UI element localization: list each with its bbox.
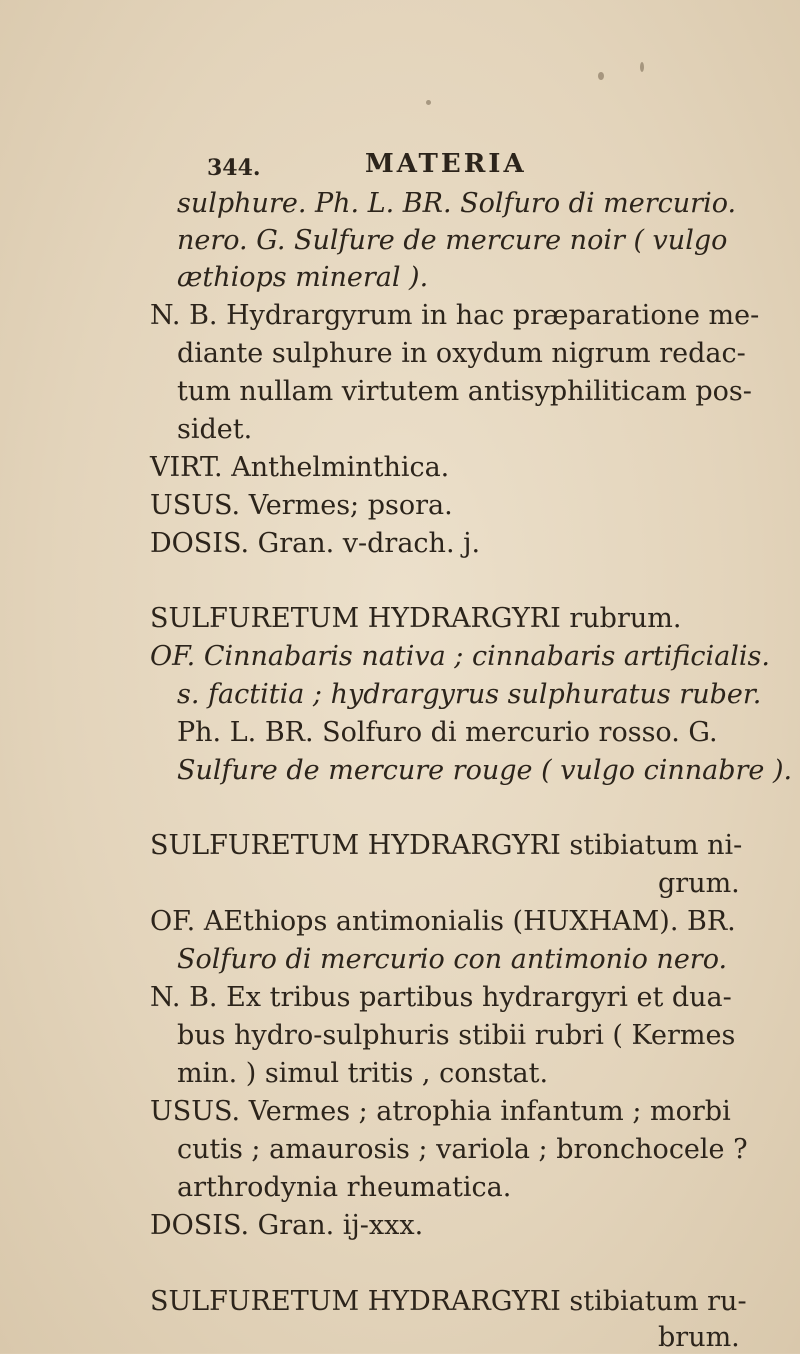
entry-heading: SULFURETUM HYDRARGYRI rubrum. bbox=[150, 603, 682, 634]
entry-heading: SULFURETUM HYDRARGYRI stibiatum ru- bbox=[150, 1286, 747, 1317]
text-line: OF. AEthiops antimonialis (HUXHAM). BR. bbox=[150, 906, 736, 937]
text-line: s. factitia ; hydrargyrus sulphuratus ruber. bbox=[177, 679, 762, 710]
text-line: sidet. bbox=[177, 414, 253, 445]
text-line: tum nullam virtutem antisyphiliticam pos- bbox=[177, 376, 752, 407]
text-line: cutis ; amaurosis ; variola ; bronchocele ? bbox=[177, 1134, 748, 1165]
text-line: Solfuro di mercurio con antimonio nero. bbox=[177, 944, 728, 975]
foxing-spot bbox=[640, 62, 644, 72]
foxing-spot bbox=[426, 100, 431, 105]
text-line: æthiops mineral ). bbox=[177, 262, 429, 293]
text-line: OF. Cinnabaris nativa ; cinnabaris artificialis. bbox=[150, 641, 770, 672]
text-line: DOSIS. Gran. v-drach. j. bbox=[150, 528, 481, 559]
text-line: bus hydro-sulphuris stibii rubri ( Kermes bbox=[177, 1020, 736, 1051]
text-line: Ph. L. BR. Solfuro di mercurio rosso. G. bbox=[177, 717, 718, 748]
text-line: nero. G. Sulfure de mercure noir ( vulgo bbox=[177, 225, 728, 256]
text-line: N. B. Ex tribus partibus hydrargyri et dua- bbox=[150, 982, 732, 1013]
text-line: USUS. Vermes; psora. bbox=[150, 490, 453, 521]
text-line: min. ) simul tritis , constat. bbox=[177, 1058, 549, 1089]
text-line: USUS. Vermes ; atrophia infantum ; morbi bbox=[150, 1096, 731, 1127]
page-number: 344. bbox=[207, 155, 261, 181]
text-line: diante sulphure in oxydum nigrum redac- bbox=[177, 338, 746, 369]
text-line: brum. bbox=[658, 1322, 740, 1353]
text-line: Sulfure de mercure rouge ( vulgo cinnabre ). bbox=[177, 755, 793, 786]
text-line: VIRT. Anthelminthica. bbox=[150, 452, 450, 483]
text-line: DOSIS. Gran. ij-xxx. bbox=[150, 1210, 424, 1241]
text-line: sulphure. Ph. L. BR. Solfuro di mercurio. bbox=[177, 188, 737, 219]
text-line: N. B. Hydrargyrum in hac præparatione me- bbox=[150, 300, 760, 331]
running-head: MATERIA bbox=[365, 149, 527, 179]
foxing-spot bbox=[598, 72, 604, 80]
text-line: arthrodynia rheumatica. bbox=[177, 1172, 512, 1203]
entry-heading: SULFURETUM HYDRARGYRI stibiatum ni- bbox=[150, 830, 743, 861]
text-line: grum. bbox=[658, 868, 740, 899]
